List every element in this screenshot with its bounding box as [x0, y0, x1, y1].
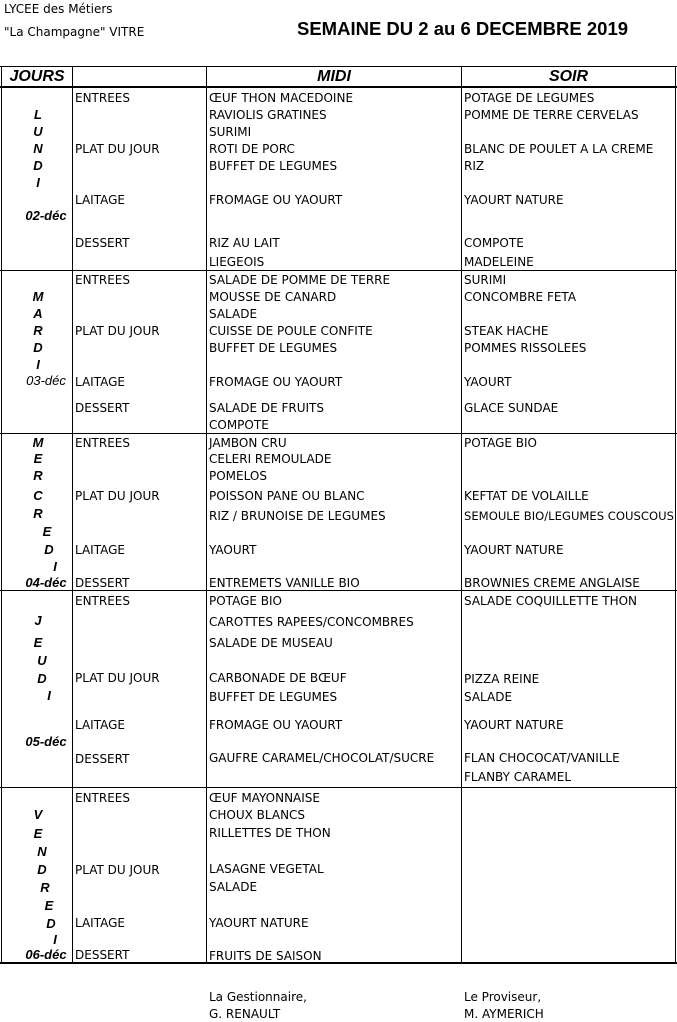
- midi-item: POMELOS: [209, 469, 267, 483]
- category-laitage: LAITAGE: [75, 543, 125, 557]
- midi-item: BUFFET DE LEGUMES: [209, 341, 338, 355]
- midi-item: ROTI DE PORC: [209, 142, 295, 156]
- grid-line: [0, 66, 677, 67]
- day-letter: R: [33, 323, 43, 338]
- day-date: 05-déc: [25, 734, 67, 749]
- category-laitage: LAITAGE: [75, 916, 125, 930]
- grid-line: [1, 66, 2, 964]
- midi-item: COMPOTE: [209, 418, 269, 432]
- proviseur-title: Le Proviseur,: [464, 990, 542, 1004]
- grid-line: [0, 962, 677, 964]
- soir-item: YAOURT NATURE: [464, 718, 564, 732]
- category-dessert: DESSERT: [75, 752, 130, 766]
- midi-item: RILLETTES DE THON: [209, 826, 331, 840]
- midi-item: LIEGEOIS: [209, 255, 265, 269]
- category-entrees: ENTREES: [75, 91, 131, 105]
- grid-line: [0, 270, 677, 271]
- day-letter: D: [46, 916, 56, 931]
- midi-item: YAOURT: [209, 543, 257, 557]
- column-header-jours: JOURS: [9, 68, 65, 85]
- day-letter: D: [33, 158, 43, 173]
- soir-item: YAOURT: [464, 375, 512, 389]
- category-laitage: LAITAGE: [75, 375, 125, 389]
- day-date: 06-déc: [25, 947, 67, 962]
- soir-item: KEFTAT DE VOLAILLE: [464, 489, 589, 503]
- category-entrees: ENTREES: [75, 594, 131, 608]
- category-plat: PLAT DU JOUR: [75, 489, 160, 503]
- day-letter: R: [40, 880, 50, 895]
- midi-item: SALADE DE MUSEAU: [209, 636, 333, 650]
- day-letter: J: [34, 613, 42, 628]
- soir-item: COMPOTE: [464, 236, 524, 250]
- midi-item: SALADE: [209, 880, 258, 894]
- soir-item: YAOURT NATURE: [464, 193, 564, 207]
- soir-item: GLACE SUNDAE: [464, 401, 559, 415]
- day-letter: I: [53, 559, 57, 574]
- midi-item: POISSON PANE OU BLANC: [209, 489, 365, 503]
- soir-item: SALADE: [464, 690, 513, 704]
- midi-item: SALADE DE FRUITS: [209, 401, 325, 415]
- day-letter: C: [33, 488, 43, 503]
- category-dessert: DESSERT: [75, 401, 130, 415]
- day-letter: D: [37, 862, 47, 877]
- soir-item: BLANC DE POULET A LA CREME: [464, 142, 654, 156]
- midi-item: CAROTTES RAPEES/CONCOMBRES: [209, 615, 414, 629]
- category-entrees: ENTREES: [75, 273, 131, 287]
- grid-line: [0, 433, 677, 434]
- soir-item: YAOURT NATURE: [464, 543, 564, 557]
- category-plat: PLAT DU JOUR: [75, 324, 160, 338]
- day-date: 03-déc: [26, 373, 66, 388]
- midi-item: CHOUX BLANCS: [209, 808, 306, 822]
- midi-item: LASAGNE VEGETAL: [209, 862, 324, 876]
- soir-item: RIZ: [464, 159, 485, 173]
- day-letter: M: [32, 435, 44, 450]
- soir-item: PIZZA REINE: [464, 672, 540, 686]
- soir-item: FLANBY CARAMEL: [464, 770, 572, 784]
- day-letter: E: [33, 826, 43, 841]
- soir-item: STEAK HACHE: [464, 324, 549, 338]
- day-letter: V: [33, 807, 43, 822]
- midi-item: MOUSSE DE CANARD: [209, 290, 337, 304]
- midi-item: FRUITS DE SAISON: [209, 949, 322, 963]
- midi-item: CUISSE DE POULE CONFITE: [209, 324, 373, 338]
- soir-item: POTAGE DE LEGUMES: [464, 91, 595, 105]
- gestionnaire-name: G. RENAULT: [209, 1007, 281, 1021]
- soir-item: FLAN CHOCOCAT/VANILLE: [464, 751, 620, 765]
- category-laitage: LAITAGE: [75, 718, 125, 732]
- grid-line: [72, 66, 73, 964]
- grid-line: [0, 86, 677, 88]
- midi-item: JAMBON CRU: [209, 436, 287, 450]
- midi-item: YAOURT NATURE: [209, 916, 309, 930]
- category-dessert: DESSERT: [75, 236, 130, 250]
- midi-item: FROMAGE OU YAOURT: [209, 718, 343, 732]
- grid-line: [675, 66, 676, 964]
- soir-item: BROWNIES CREME ANGLAISE: [464, 576, 640, 590]
- midi-item: RIZ AU LAIT: [209, 236, 280, 250]
- day-letter: U: [33, 124, 43, 139]
- day-letter: A: [33, 306, 43, 321]
- midi-item: FROMAGE OU YAOURT: [209, 193, 343, 207]
- midi-item: SURIMI: [209, 125, 252, 139]
- day-date: 02-déc: [25, 208, 67, 223]
- midi-item: ŒUF MAYONNAISE: [209, 791, 320, 805]
- category-laitage: LAITAGE: [75, 193, 125, 207]
- day-letter: I: [53, 932, 57, 947]
- grid-line: [0, 787, 677, 788]
- soir-item: POTAGE BIO: [464, 436, 537, 450]
- midi-item: CARBONADE DE BŒUF: [209, 671, 347, 685]
- day-letter: I: [36, 175, 40, 190]
- category-dessert: DESSERT: [75, 948, 130, 962]
- midi-item: BUFFET DE LEGUMES: [209, 690, 338, 704]
- midi-item: POTAGE BIO: [209, 594, 282, 608]
- day-letter: U: [37, 653, 47, 668]
- day-letter: L: [34, 107, 42, 122]
- midi-item: SALADE DE POMME DE TERRE: [209, 273, 391, 287]
- soir-item: MADELEINE: [464, 255, 534, 269]
- menu-table: [0, 66, 677, 964]
- day-letter: E: [33, 451, 43, 466]
- day-letter: I: [36, 357, 40, 372]
- category-plat: PLAT DU JOUR: [75, 142, 160, 156]
- category-entrees: ENTREES: [75, 791, 131, 805]
- soir-item: SEMOULE BIO/LEGUMES COUSCOUS: [464, 509, 674, 523]
- column-header-midi: MIDI: [317, 68, 351, 85]
- midi-item: CELERI REMOULADE: [209, 452, 332, 466]
- day-letter: M: [32, 289, 44, 304]
- day-date: 04-déc: [25, 575, 67, 590]
- school-name: LYCEE des Métiers: [4, 2, 113, 16]
- midi-item: RIZ / BRUNOISE DE LEGUMES: [209, 509, 386, 523]
- midi-item: SALADE: [209, 307, 258, 321]
- soir-item: SALADE COQUILLETTE THON: [464, 594, 638, 608]
- day-letter: E: [42, 524, 52, 539]
- day-letter: N: [33, 141, 43, 156]
- soir-item: POMME DE TERRE CERVELAS: [464, 108, 639, 122]
- midi-item: RAVIOLIS GRATINES: [209, 108, 327, 122]
- grid-line: [461, 66, 462, 964]
- day-letter: D: [44, 542, 54, 557]
- day-letter: R: [33, 506, 43, 521]
- column-header-soir: SOIR: [548, 68, 589, 85]
- week-title: SEMAINE DU 2 au 6 DECEMBRE 2019: [297, 18, 629, 39]
- category-plat: PLAT DU JOUR: [75, 863, 160, 877]
- grid-line: [0, 590, 677, 591]
- day-letter: D: [37, 671, 47, 686]
- midi-item: ŒUF THON MACEDOINE: [209, 91, 354, 105]
- day-letter: I: [47, 688, 51, 703]
- gestionnaire-title: La Gestionnaire,: [209, 990, 307, 1004]
- grid-line: [206, 66, 207, 964]
- day-letter: E: [44, 898, 54, 913]
- soir-item: POMMES RISSOLEES: [464, 341, 587, 355]
- category-plat: PLAT DU JOUR: [75, 671, 160, 685]
- category-dessert: DESSERT: [75, 576, 130, 590]
- midi-item: FROMAGE OU YAOURT: [209, 375, 343, 389]
- midi-item: ENTREMETS VANILLE BIO: [209, 576, 360, 590]
- school-subtitle: "La Champagne" VITRE: [4, 25, 145, 39]
- proviseur-name: M. AYMERICH: [464, 1007, 544, 1021]
- day-letter: D: [33, 340, 43, 355]
- soir-item: SURIMI: [464, 273, 507, 287]
- midi-item: BUFFET DE LEGUMES: [209, 159, 338, 173]
- day-letter: N: [37, 844, 47, 859]
- soir-item: CONCOMBRE FETA: [464, 290, 577, 304]
- category-entrees: ENTREES: [75, 436, 131, 450]
- day-letter: R: [33, 468, 43, 483]
- midi-item: GAUFRE CARAMEL/CHOCOLAT/SUCRE: [209, 751, 435, 765]
- day-letter: E: [33, 635, 43, 650]
